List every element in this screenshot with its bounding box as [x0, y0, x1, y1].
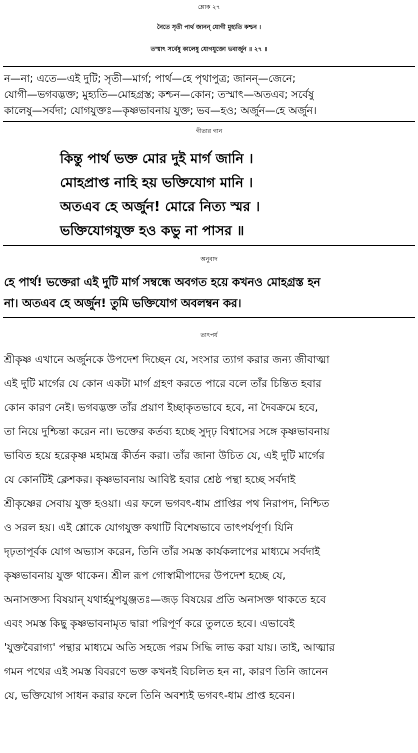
verse-line-2: তস্মাৎ সর্বেষু কালেষু যোগযুক্তো ভবার্জুন ॥ ২৭ ॥ [150, 46, 268, 53]
purport-line: 'যুক্তবৈরাগ্য' পন্থার মাধ্যমে অতি সহজে পরম সিদ্ধি লাভ করা যায়। তাই, আত্মার [4, 642, 335, 654]
verse-line-1: নৈতে সৃতী পার্থ জানন্‌ যোগী মুহ্যতি কশ্চন । [156, 24, 262, 31]
synonym-line: কালেষু—সর্বদা; যোগযুক্তঃ—কৃষ্ণভাবনায় যুক্ত; ভব—হও; অর্জুন—হে অর্জুন। [4, 105, 317, 117]
purport-heading: তাৎপর্য [200, 332, 218, 339]
purport-line: যে কোনটিই ক্লেশকর। কৃষ্ণভাবনায় আবিষ্ট হবার শ্রেষ্ঠ পন্থা হচ্ছে সর্বদাই [4, 474, 296, 486]
purport-line: দৃঢ়তাপূর্বক যোগ অভ্যাস করেন, তিনি তাঁর সমস্ত কার্যকলাপের মাধ্যমে সর্বদাই [4, 546, 321, 558]
purport-line: শ্রীকৃষ্ণের সেবায় যুক্ত হওয়া। এর ফলে ভগবৎ-ধাম প্রাপ্তির পথ নিরাপদ, নিশ্চিত [4, 498, 330, 510]
divider [3, 245, 415, 246]
purport-line: তা নিয়ে দুশ্চিন্তা করেন না। ভক্তের কর্তব্য হচ্ছে সুদৃঢ় বিশ্বাসের সঙ্গে কৃষ্ণভাবনায় [4, 426, 330, 438]
purport-line: কৃষ্ণভাবনায় যুক্ত থাকেন। শ্রীল রূপ গোস্বামীপাদের উপদেশ হচ্ছে যে, [4, 570, 286, 582]
song-line: অতএব হে অর্জুন! মোরে নিত্য স্মর । [60, 199, 260, 215]
song-heading: গীতার গান [195, 128, 223, 135]
purport-line: ভাবিত হয়ে হরেকৃষ্ণ মহামন্ত্র কীর্তন করা। তাঁর জানা উচিত যে, এই দুটি মার্গের [4, 450, 325, 462]
translation-line: না। অতএব হে অর্জুন! তুমি ভক্তিযোগ অবলম্বন কর। [4, 296, 242, 310]
purport-line: এবং সমস্ত কিছু কৃষ্ণভাবনামৃত দ্বারা পরিপূর্ণ করে তুলতে হবে। এভাবেই [4, 618, 295, 630]
purport-line: এই দুটি মার্গের যে কোন একটা মার্গ গ্রহণ করতে পারে বলে তাঁর চিন্তিত হবার [4, 378, 322, 390]
song-line: ভক্তিযোগযুক্ত হও কভু না পাসর ॥ [60, 223, 245, 239]
translation-line: হে পার্থ! ভক্তেরা এই দুটি মার্গ সম্বন্ধে অবগত হয়ে কখনও মোহগ্রস্ত হন [4, 275, 321, 289]
sloka-title: শ্লোক ২৭ [198, 4, 220, 11]
purport-line: শ্রীকৃষ্ণ এখানে অর্জুনকে উপদেশ দিচ্ছেন যে, সংসার ত্যাগ করার জন্য জীবাত্মা [4, 354, 330, 366]
purport-line: গমন পথের এই সমস্ত বিবরণে ভক্ত কখনই বিচলিত হন না, কারণ তিনি জানেন [4, 666, 329, 678]
purport-line: অনাসক্তস্য বিষয়ান্‌ যথার্হমুপযুঞ্জতঃ—জড় বিষয়ের প্রতি অনাসক্ত থাকতে হবে [4, 594, 327, 606]
divider [3, 66, 415, 67]
purport-line: ও সরল হয়। এই শ্লোকে যোগযুক্ত কথাটি বিশেষভাবে তাৎপর্যপূর্ণ। যিনি [4, 522, 294, 534]
synonym-line: ন—না; এতে—এই দুটি; সৃতী—মার্গ; পার্থ—হে পৃথাপুত্র; জানন্‌—জেনে; [4, 73, 296, 85]
divider [3, 317, 415, 318]
purport-line: কোন কারণ নেই। ভগবদ্ভক্ত তাঁর প্রয়াণ ইচ্ছাকৃতভাবে হবে, না দৈবক্রমে হবে, [4, 402, 319, 414]
translation-heading: অনুবাদ [200, 256, 218, 263]
song-line: কিন্তু পার্থ ভক্ত মোর দুই মার্গ জানি । [60, 151, 254, 167]
synonym-line: যোগী—ভগবদ্ভক্ত; মুহ্যতি—মোহগ্রস্ত; কশ্চন—কোন; তস্মাৎ—অতএব; সর্বেষু [4, 89, 314, 101]
divider [3, 121, 415, 122]
purport-line: যে, ভক্তিযোগ সাধন করার ফলে তিনি অবশ্যই ভগবৎ-ধাম প্রাপ্ত হবেন। [4, 690, 295, 702]
song-line: মোহপ্রাপ্ত নাহি হয় ভক্তিযোগ মানি । [60, 175, 254, 191]
